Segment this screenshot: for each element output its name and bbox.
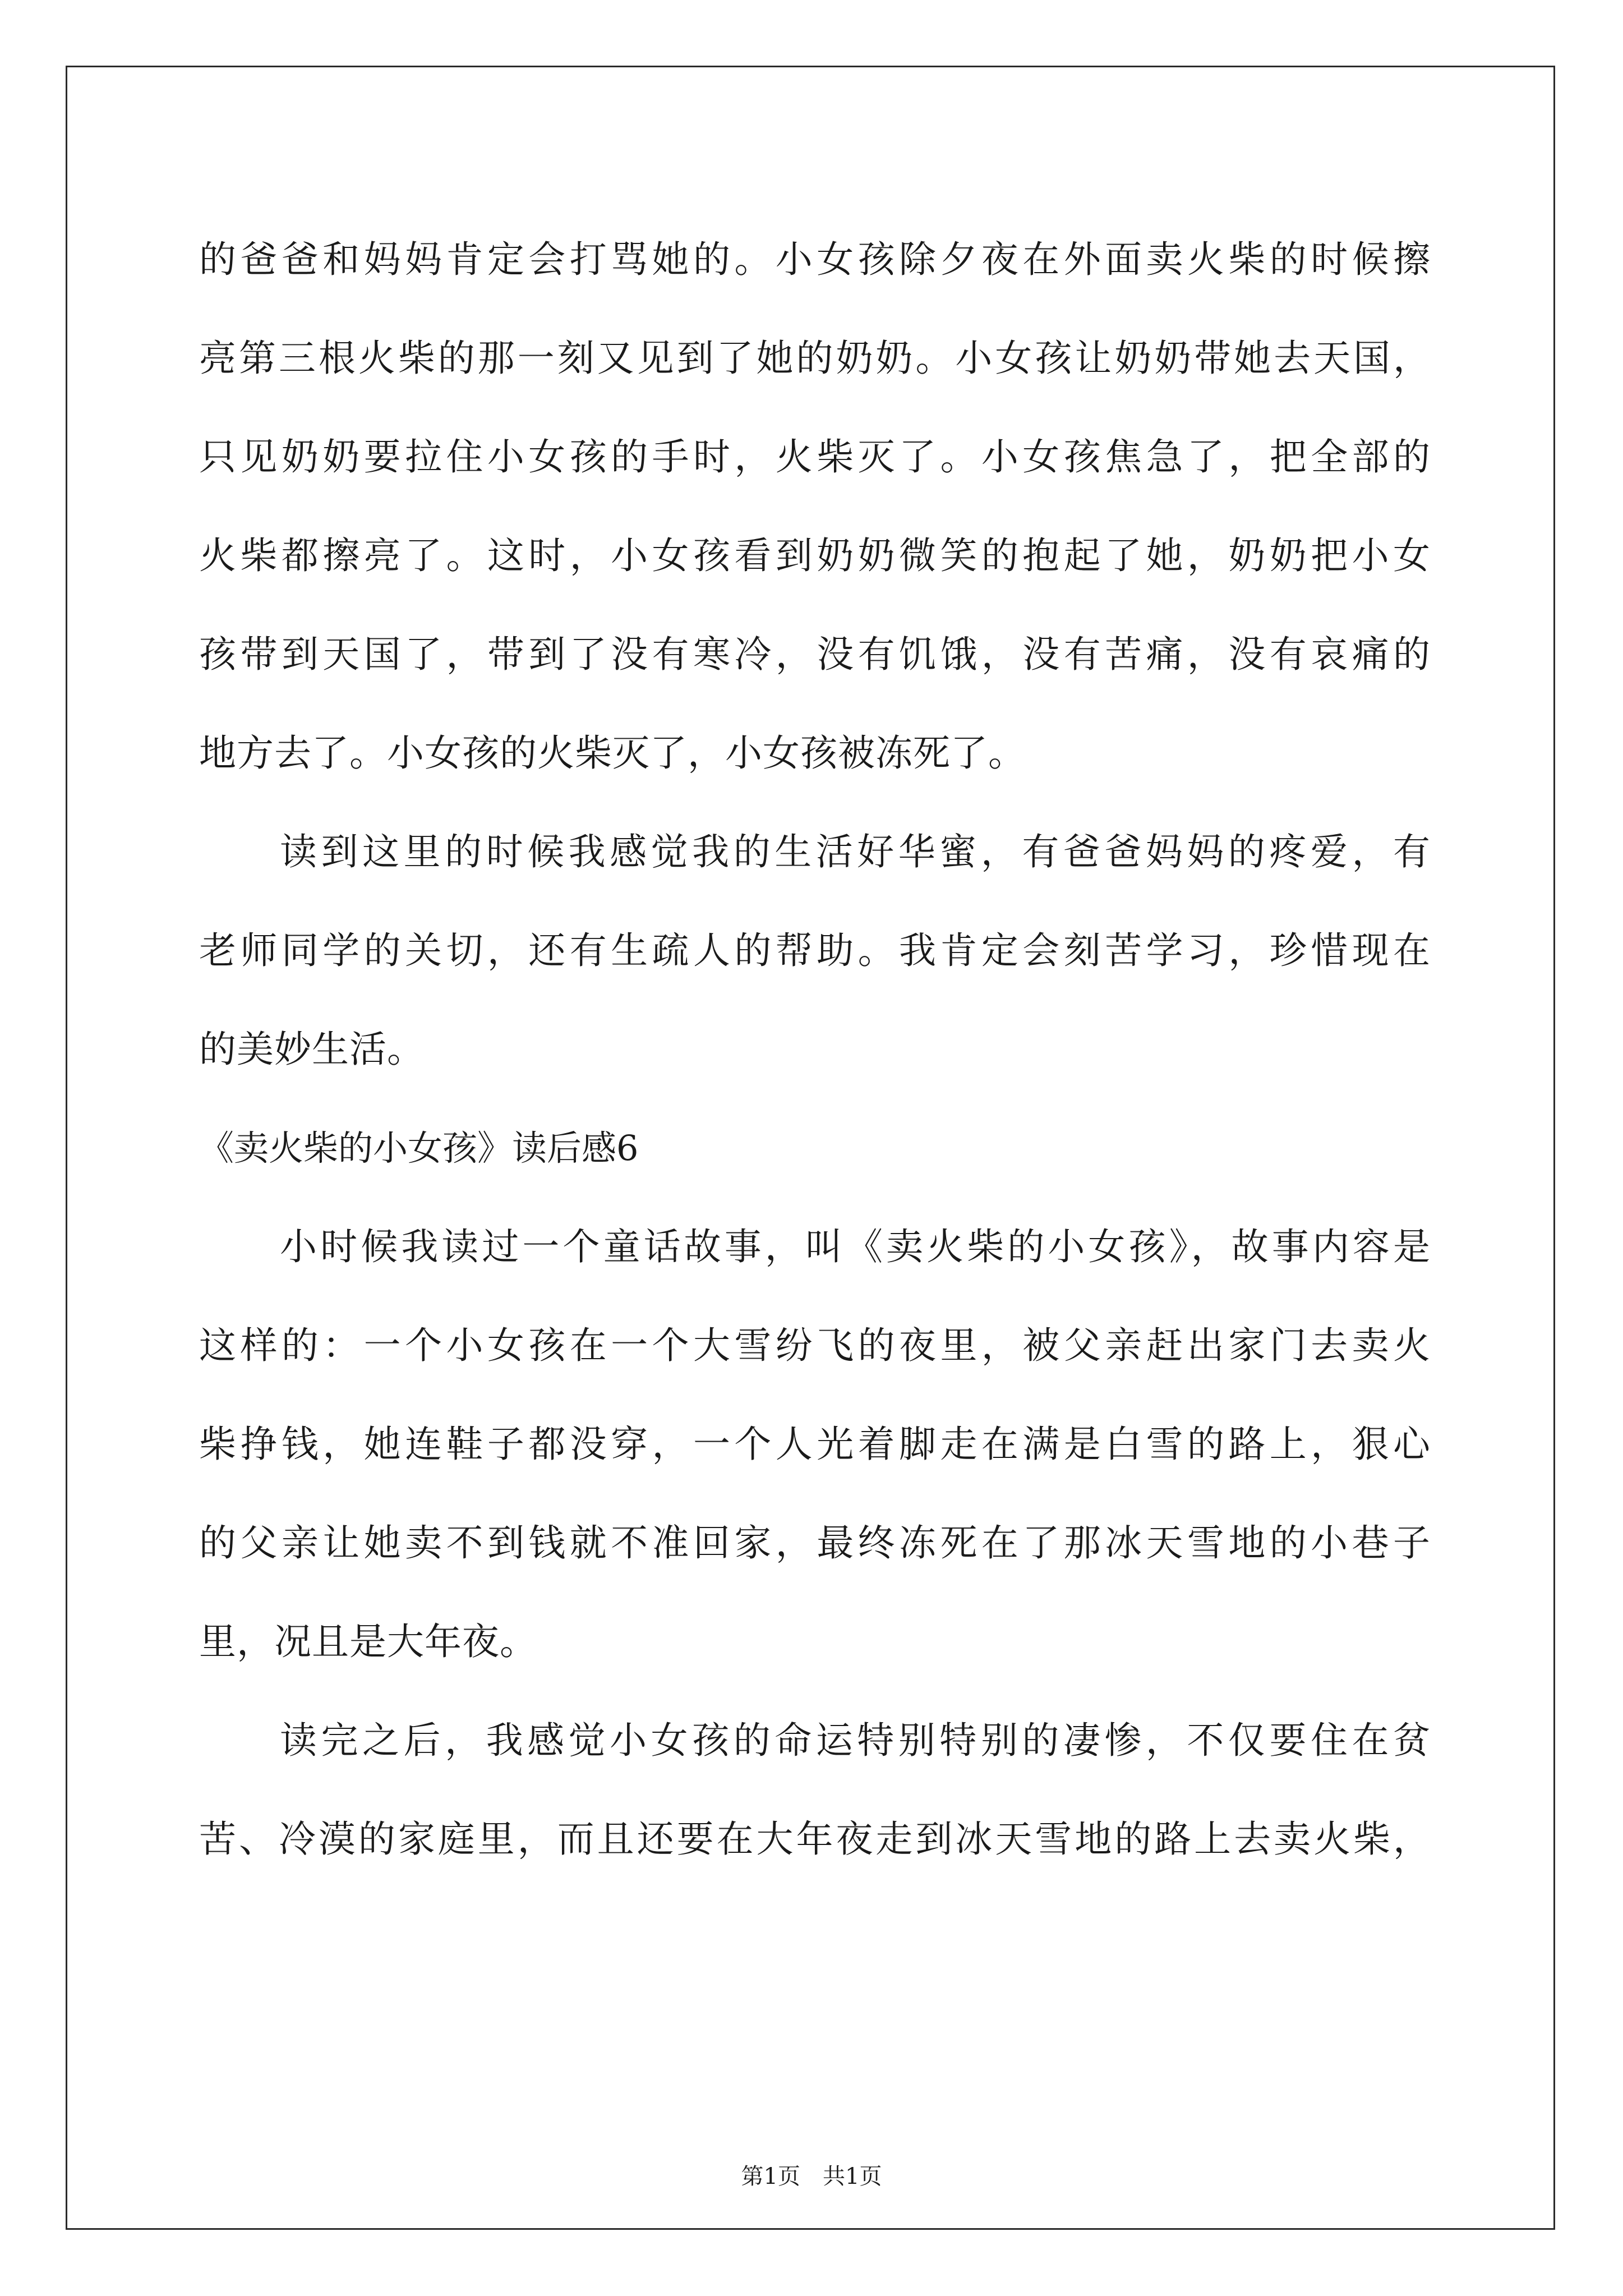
text-line: 苦、冷漠的家庭里，而且还要在大年夜走到冰天雪地的路上去卖火柴， — [199, 1818, 1431, 1861]
page-footer: 第1页 共1页 — [741, 2164, 882, 2189]
text-line: 亮第三根火柴的那一刻又见到了她的奶奶。小女孩让奶奶带她去天国， — [199, 337, 1431, 380]
text-line: 地方去了。小女孩的火柴灭了，小女孩被冻死了。 — [199, 731, 1026, 775]
document-body — [199, 210, 1431, 1889]
text-line: 孩带到天国了，带到了没有寒冷，没有饥饿，没有苦痛，没有哀痛的 — [199, 633, 1431, 676]
text-line: 里，况且是大年夜。 — [199, 1620, 537, 1663]
section-heading: 《卖火柴的小女孩》读后感6 — [199, 1128, 639, 1168]
text-line: 读到这里的时候我感觉我的生活好华蜜，有爸爸妈妈的疼爱，有 — [280, 830, 1431, 873]
text-line: 的父亲让她卖不到钱就不准回家，最终冻死在了那冰天雪地的小巷子 — [199, 1521, 1431, 1565]
text-line: 的爸爸和妈妈肯定会打骂她的。小女孩除夕夜在外面卖火柴的时候擦 — [199, 238, 1431, 281]
text-line: 小时候我读过一个童话故事，叫《卖火柴的小女孩》，故事内容是 — [280, 1225, 1431, 1268]
text-line: 柴挣钱，她连鞋子都没穿，一个人光着脚走在满是白雪的路上，狠心 — [199, 1423, 1431, 1466]
text-line: 的美妙生活。 — [199, 1028, 425, 1071]
text-line: 老师同学的关切，还有生疏人的帮助。我肯定会刻苦学习，珍惜现在 — [199, 929, 1431, 972]
text-line: 读完之后，我感觉小女孩的命运特别特别的凄惨，不仅要住在贫 — [280, 1719, 1431, 1762]
text-line: 火柴都擦亮了。这时，小女孩看到奶奶微笑的抱起了她，奶奶把小女 — [199, 534, 1431, 577]
text-line: 只见奶奶要拉住小女孩的手时，火柴灭了。小女孩焦急了，把全部的 — [199, 435, 1431, 478]
text-line: 这样的：一个小女孩在一个大雪纷飞的夜里，被父亲赶出家门去卖火 — [199, 1324, 1431, 1367]
